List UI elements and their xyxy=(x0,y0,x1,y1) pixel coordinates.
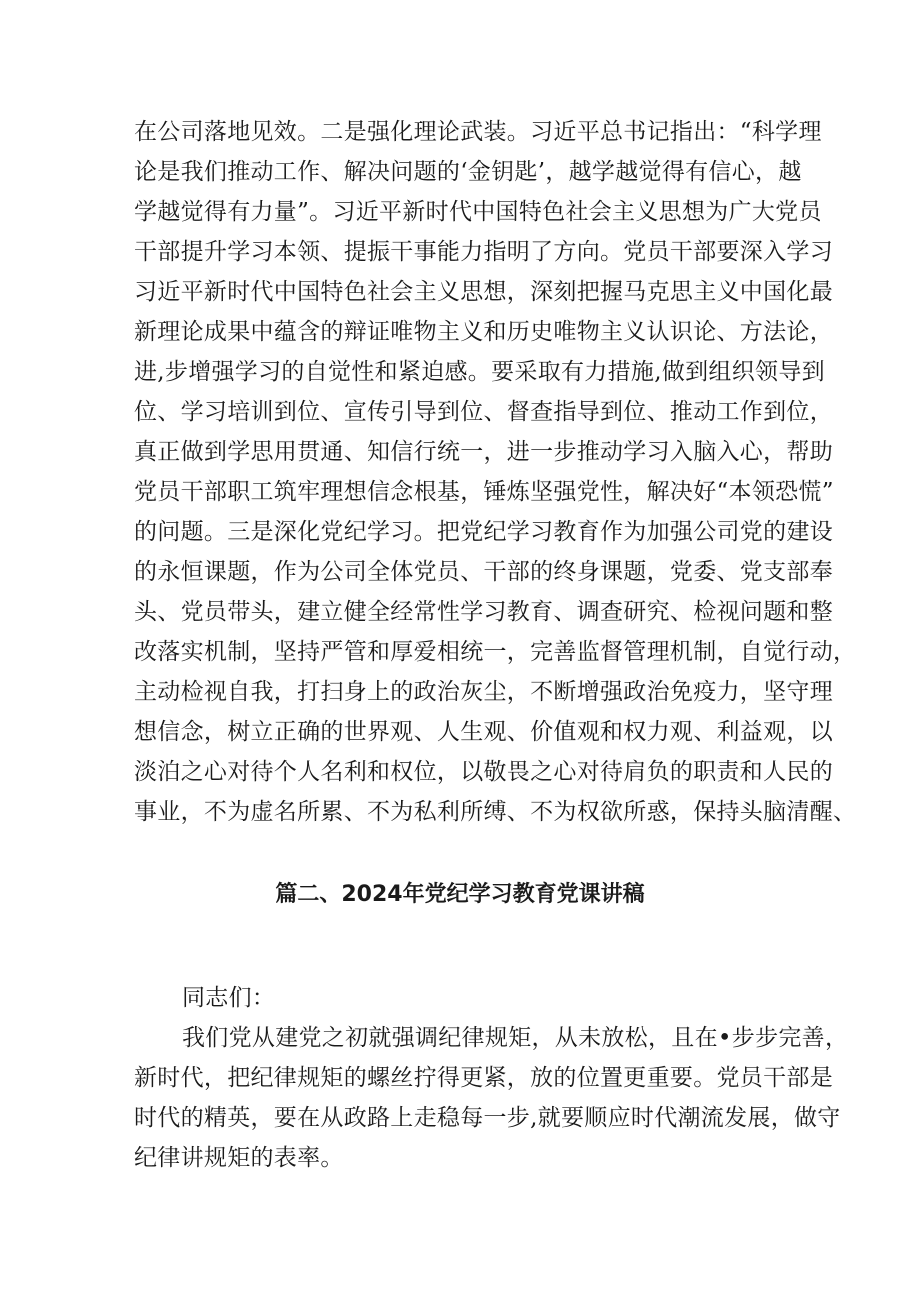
body-text-line: 进,步增强学习的自觉性和紧迫感。要采取有力措施,做到组织领导到 xyxy=(134,359,825,385)
body-text-line: 新时代，把纪律规矩的螺丝拧得更紧，放的位置更重要。党员干部是 xyxy=(134,1065,833,1091)
greeting: 同志们： xyxy=(182,985,276,1011)
body-text-line: 想信念，树立正确的世界观、人生观、价值观和权力观、利益观，以 xyxy=(134,719,833,745)
body-text-line: 习近平新时代中国特色社会主义思想，深刻把握马克思主义中国化最 xyxy=(134,279,833,305)
body-text-line: 事业，不为虚名所累、不为私利所缚、不为权欲所惑，保持头脑清醒、 xyxy=(134,799,857,825)
section-title: 篇二、2024年党纪学习教育党课讲稿 xyxy=(275,882,645,907)
body-text-line: 干部提升学习本领、提振干事能力指明了方向。党员干部要深入学习 xyxy=(134,239,833,265)
body-text-line: 位、学习培训到位、宣传引导到位、督查指导到位、推动工作到位， xyxy=(134,399,833,425)
body-text-line: 新理论成果中蕴含的辩证唯物主义和历史唯物主义认识论、方法论， xyxy=(134,319,833,345)
body-text-line: 改落实机制，坚持严管和厚爱相统一，完善监督管理机制，自觉行动， xyxy=(134,639,857,665)
body-text-line: 党员干部职工筑牢理想信念根基，锤炼坚强党性，解决好“本领恐慌” xyxy=(134,479,834,505)
body-text-line: 我们党从建党之初就强调纪律规矩，从未放松，且在•步步完善， xyxy=(182,1025,849,1051)
body-text-line: 的永恒课题，作为公司全体党员、干部的终身课题，党委、党支部奉 xyxy=(134,559,833,585)
body-text-line: 淡泊之心对待个人名利和权位，以敬畏之心对待肩负的职责和人民的 xyxy=(134,759,833,785)
body-text-line: 头、党员带头，建立健全经常性学习教育、调查研究、检视问题和整 xyxy=(134,599,833,625)
body-text-line: 主动检视自我，打扫身上的政治灰尘，不断增强政治免疫力，坚守理 xyxy=(134,679,833,705)
body-text-line: 学越觉得有力量”。习近平新时代中国特色社会主义思想为广大党员 xyxy=(134,199,822,225)
body-text-line: 论是我们推动工作、解决问题的‘金钥匙’，越学越觉得有信心，越 xyxy=(134,159,802,185)
body-text-line: 纪律讲规矩的表率。 xyxy=(134,1145,344,1171)
body-text-line: 在公司落地见效。二是强化理论武装。习近平总书记指出：“科学理 xyxy=(134,119,822,145)
body-text-line: 的问题。三是深化党纪学习。把党纪学习教育作为加强公司党的建设 xyxy=(134,519,833,545)
body-text-line: 真正做到学思用贯通、知信行统一，进一步推动学习入脑入心，帮助 xyxy=(134,439,833,465)
body-text-line: 时代的精英，要在从政路上走稳每一步,就要顺应时代潮流发展，做守 xyxy=(134,1105,841,1131)
